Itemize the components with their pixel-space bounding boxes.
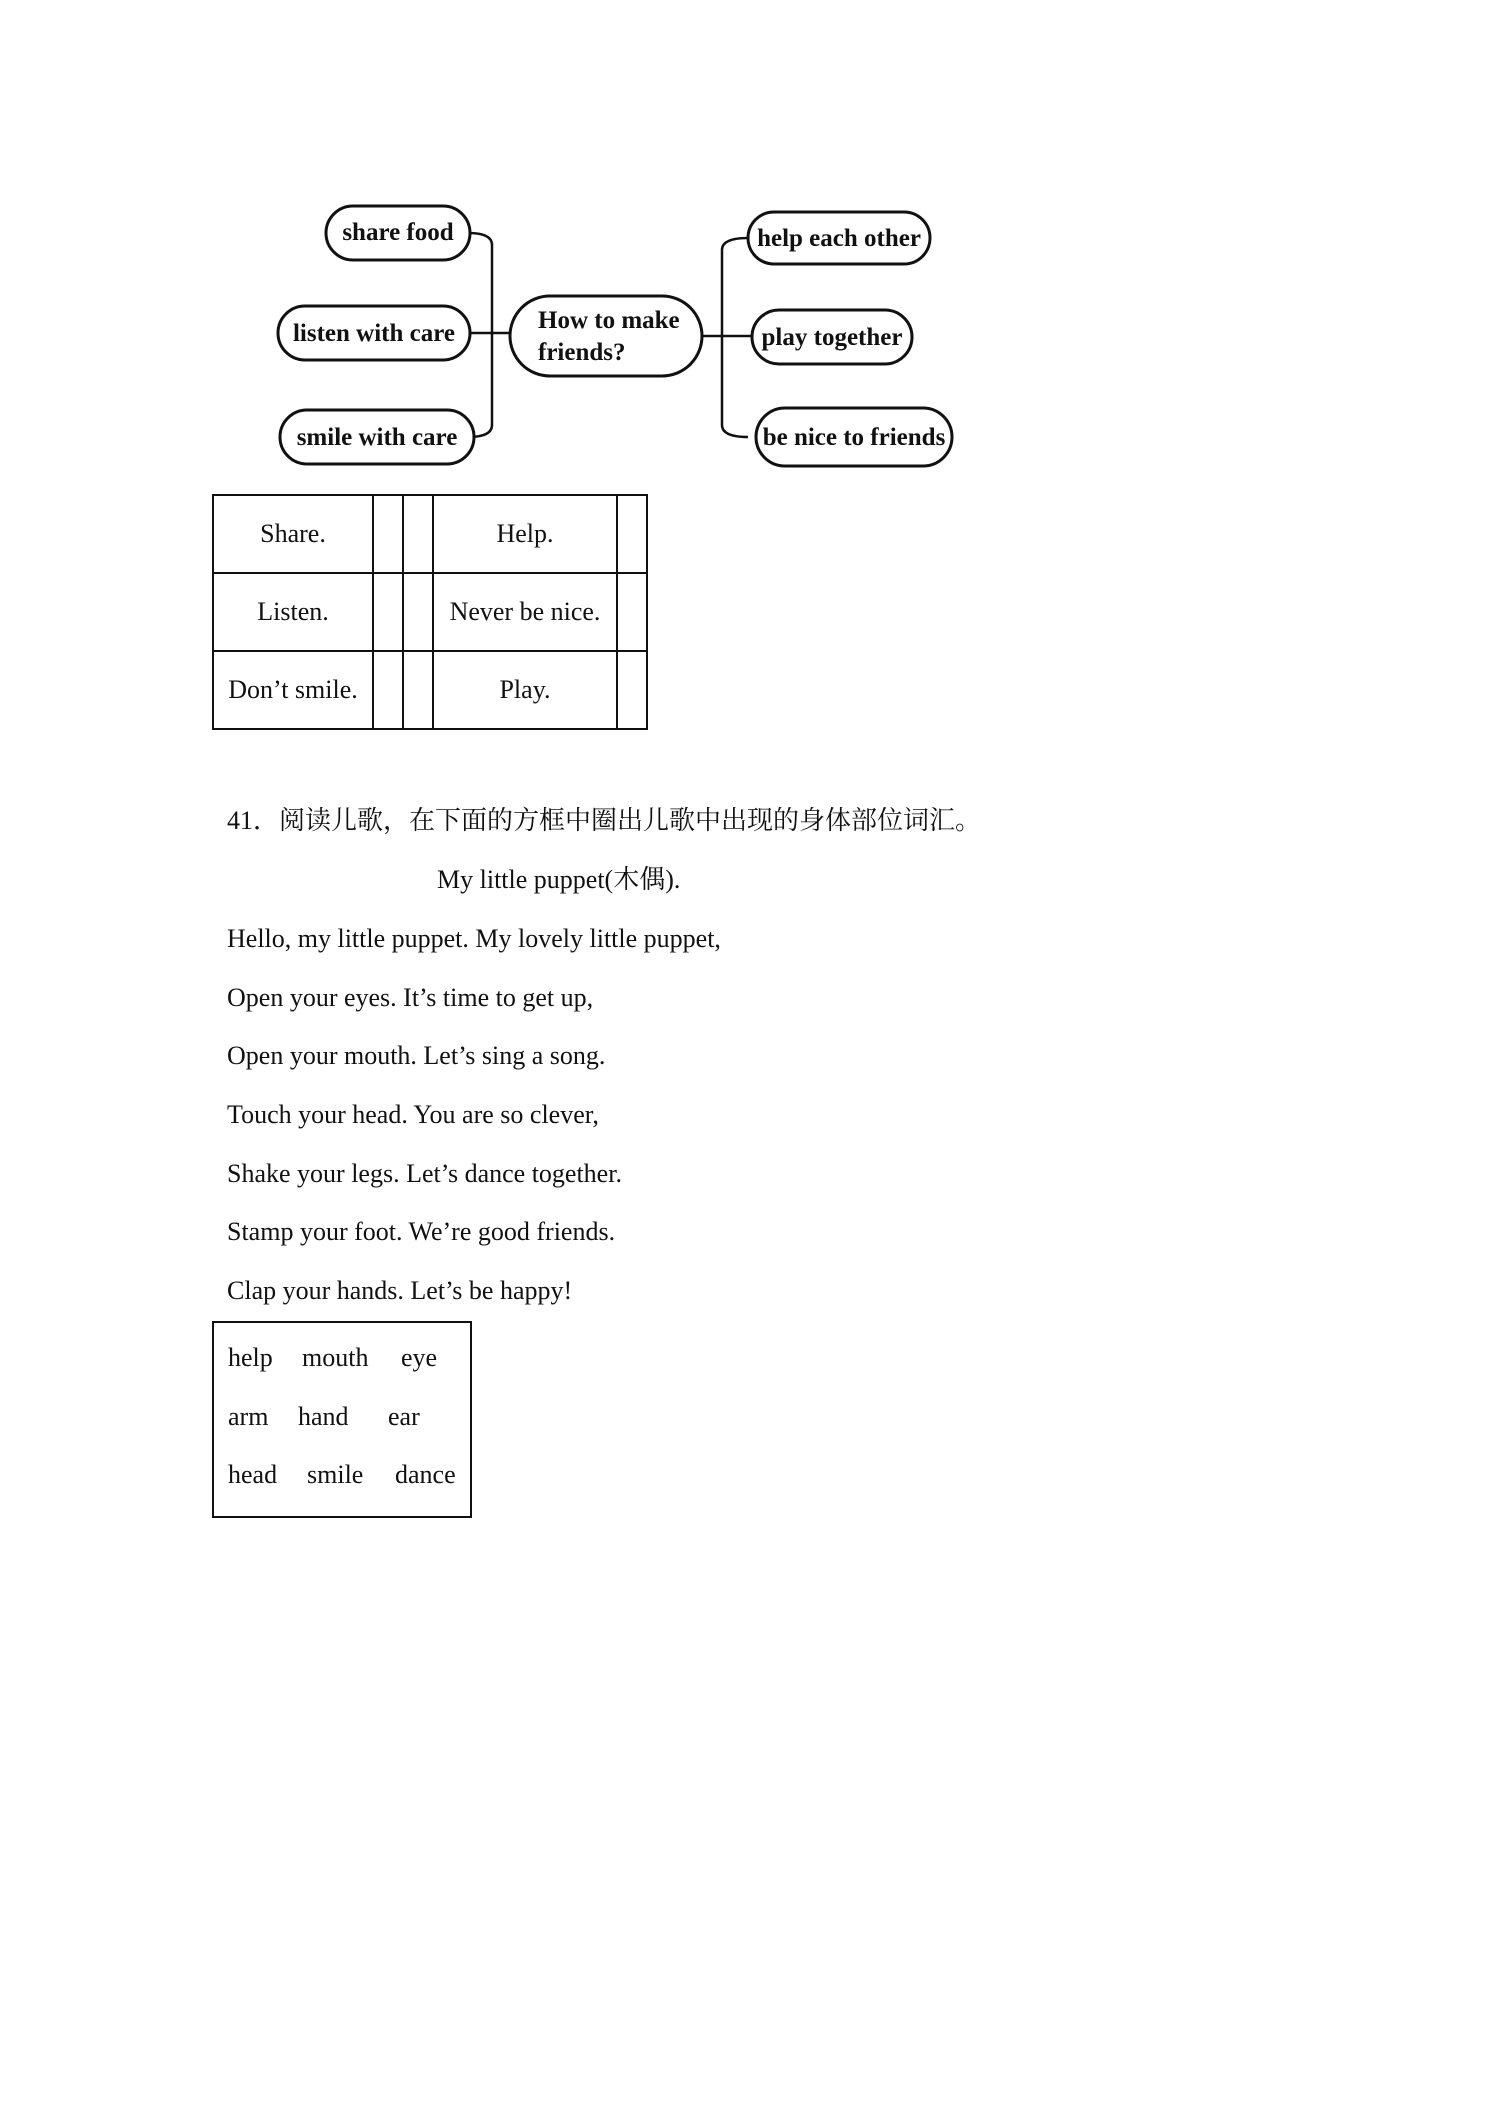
- table-row: [213, 651, 647, 729]
- mindmap-node-help-each-other: [748, 212, 930, 264]
- question-title: 41．阅读儿歌，在下面的方框中圈出儿歌中出现的身体部位词汇。: [227, 806, 982, 835]
- mind-map: [0, 0, 1488, 480]
- word-option[interactable]: arm: [228, 1402, 269, 1431]
- table-cell-left: Don’t smile.: [213, 651, 373, 729]
- answer-box[interactable]: [373, 651, 403, 729]
- poem-line: Hello, my little puppet. My lovely little puppet,: [227, 924, 721, 953]
- mindmap-node-smile-with-care: [280, 410, 474, 464]
- mindmap-node-play-together: [752, 310, 912, 364]
- table-cell-right: Help.: [433, 495, 617, 573]
- svg-text:be nice to friends: be nice to friends: [762, 424, 946, 451]
- word-box: [212, 1321, 472, 1518]
- svg-text:help each other: help each other: [757, 225, 921, 252]
- poem-title: My little puppet(木偶).: [437, 865, 681, 894]
- poem-line: Open your mouth. Let’s sing a song.: [227, 1041, 606, 1070]
- mindmap-node-center: [510, 296, 702, 376]
- word-option[interactable]: smile: [307, 1460, 364, 1489]
- mindmap-node-share-food: [326, 206, 470, 260]
- word-option[interactable]: hand: [298, 1402, 349, 1431]
- svg-text:play together: play together: [761, 324, 903, 351]
- svg-text:friends?: friends?: [538, 339, 626, 366]
- matching-table: [212, 494, 648, 730]
- table-cell-right: Play.: [433, 651, 617, 729]
- answer-box[interactable]: [373, 495, 403, 573]
- mindmap-node-be-nice-to-friends: [756, 408, 952, 466]
- svg-text:How to make: How to make: [538, 307, 680, 334]
- word-option[interactable]: eye: [401, 1343, 438, 1372]
- poem-line: Clap your hands. Let’s be happy!: [227, 1276, 573, 1305]
- svg-text:smile with care: smile with care: [296, 424, 458, 451]
- poem-line: Open your eyes. It’s time to get up,: [227, 983, 594, 1012]
- table-cell-right: Never be nice.: [433, 573, 617, 651]
- table-row: [213, 495, 647, 573]
- mindmap-node-listen-with-care: [278, 306, 470, 360]
- word-option[interactable]: ear: [388, 1402, 420, 1431]
- answer-box[interactable]: [373, 573, 403, 651]
- answer-box[interactable]: [403, 495, 433, 573]
- word-option[interactable]: dance: [395, 1460, 456, 1489]
- answer-box[interactable]: [403, 573, 433, 651]
- svg-text:listen with care: listen with care: [292, 320, 456, 347]
- poem-line: Stamp your foot. We’re good friends.: [227, 1217, 616, 1246]
- right-bracket: [722, 238, 748, 437]
- answer-box[interactable]: [617, 573, 647, 651]
- table-row: [213, 573, 647, 651]
- svg-text:share food: share food: [342, 219, 454, 246]
- poem-line: Touch your head. You are so clever,: [227, 1100, 599, 1129]
- word-option[interactable]: help: [228, 1343, 273, 1372]
- word-option[interactable]: mouth: [302, 1343, 369, 1372]
- table-cell-left: Share.: [213, 495, 373, 573]
- left-bracket: [468, 233, 492, 437]
- word-option[interactable]: head: [228, 1460, 278, 1489]
- table-cell-left: Listen.: [213, 573, 373, 651]
- answer-box[interactable]: [617, 495, 647, 573]
- answer-box[interactable]: [403, 651, 433, 729]
- answer-box[interactable]: [617, 651, 647, 729]
- poem-line: Shake your legs. Let’s dance together.: [227, 1159, 622, 1188]
